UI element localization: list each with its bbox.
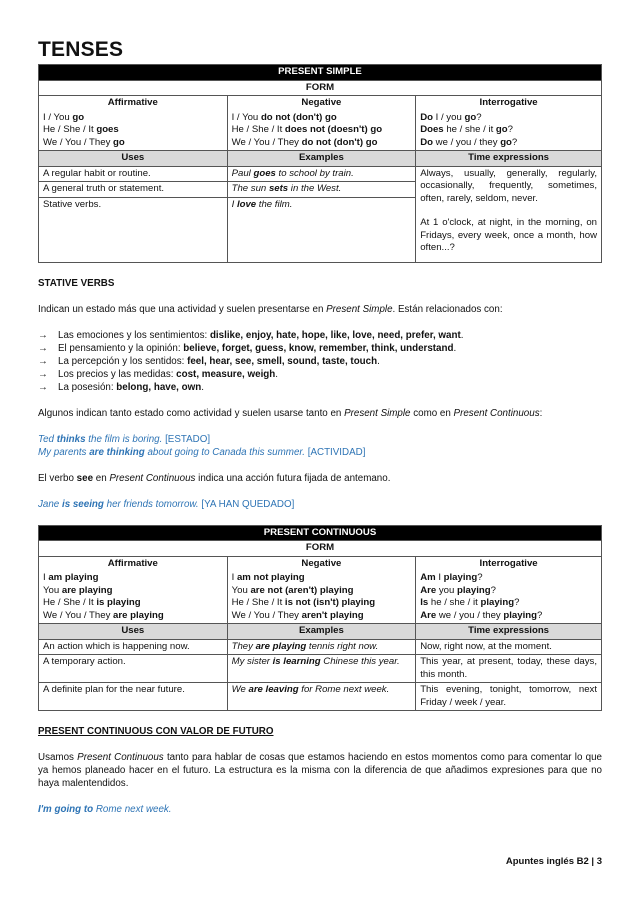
arrow-icon: →	[38, 329, 48, 341]
form-line: Do we / you / they go?	[420, 136, 518, 148]
stative-intro: Indican un estado más que una actividad y suelen presentarse en Present Simple. Están relacionados con:	[38, 303, 503, 315]
time-header: Time expressions	[416, 151, 602, 167]
use-cell: Stative verbs.	[39, 197, 228, 262]
see-note: El verbo see en Present Continuous indica una acción futura fijada de antemano.	[38, 472, 391, 484]
form-heading: FORM	[39, 541, 602, 557]
interrogative-forms	[416, 571, 602, 624]
example-cell: They are playing tennis right now.	[227, 639, 416, 655]
col-affirmative: Affirmative	[39, 96, 228, 111]
form-line: He / She / It does not (doesn't) go	[231, 124, 383, 135]
example-actividad: My parents are thinking about going to Canada this summer. [ACTIVIDAD]	[38, 446, 366, 458]
example-estado: Ted thinks the film is boring. [ESTADO]	[38, 433, 211, 445]
form-line: You are playing	[43, 584, 113, 596]
col-negative: Negative	[227, 96, 416, 111]
page	[38, 38, 602, 816]
list-item: → La posesión: belong, have, own.	[38, 381, 204, 393]
form-line: I am playing	[43, 572, 99, 583]
use-cell: A general truth or statement.	[39, 182, 228, 198]
present-continuous-table	[38, 525, 602, 712]
list-item: → El pensamiento y la opinión: believe, forget, guess, know, remember, think, understand.	[38, 342, 457, 354]
arrow-icon: →	[38, 381, 48, 393]
uses-header: Uses	[39, 624, 228, 640]
time-header: Time expressions	[416, 624, 602, 640]
present-simple-table	[38, 64, 602, 263]
uses-header: Uses	[39, 151, 228, 167]
table-heading: PRESENT SIMPLE	[39, 65, 602, 81]
future-paragraph: Usamos Present Continuous tanto para hablar de cosas que estamos haciendo en estos momentos como para comentar lo que ya hemos planeado hacer en el futuro. La estructura es la misma con la diferencia de que añadimos expresiones para que no haya malentendidos.	[38, 752, 602, 789]
time-cell: Now, right now, at the moment.	[416, 639, 602, 655]
form-line: He / She / It is not (isn't) playing	[231, 597, 376, 608]
form-line: We / You / They are playing	[43, 609, 164, 621]
table-row	[39, 683, 602, 711]
table-row	[39, 639, 602, 655]
col-affirmative: Affirmative	[39, 556, 228, 571]
use-cell: A regular habit or routine.	[39, 166, 228, 182]
future-title: PRESENT CONTINUOUS CON VALOR DE FUTURO	[38, 726, 274, 737]
form-line: He / She / It goes	[43, 124, 119, 135]
time-expressions-cell: Always, usually, generally, regularly, occasionally, frequently, sometimes, often, rarely, seldom, never. At 1 o'clock, at night, in the morning, on Fridays, every week, once a month, how often...?	[416, 166, 602, 262]
list-item: → Los precios y las medidas: cost, measure, weigh.	[38, 368, 278, 380]
page-footer: Apuntes inglés B2 | 3	[505, 856, 602, 867]
form-line: Are we / you / they playing?	[420, 609, 543, 621]
form-line: We / You / They do not (don't) go	[231, 136, 378, 148]
list-item: → Las emociones y los sentimientos: dislike, enjoy, hate, hope, like, love, need, prefer, want.	[38, 329, 464, 341]
page-title: TENSES	[38, 38, 124, 61]
example-cell: Paul goes to school by train.	[227, 166, 416, 182]
list-item: → La percepción y los sentidos: feel, hear, see, smell, sound, taste, touch.	[38, 355, 380, 367]
negative-forms	[227, 571, 416, 624]
form-line: I / You do not (don't) go	[231, 111, 337, 123]
example-cell: We are leaving for Rome next week.	[227, 683, 416, 711]
form-line: We / You / They go	[43, 136, 125, 148]
future-example: I'm going to Rome next week.	[38, 804, 172, 815]
use-cell: An action which is happening now.	[39, 639, 228, 655]
interrogative-forms	[416, 111, 602, 151]
form-heading: FORM	[39, 80, 602, 96]
form-line: We / You / They aren't playing	[231, 609, 364, 621]
stative-list	[38, 329, 602, 394]
form-line: Are you playing?	[420, 584, 496, 596]
example-seeing: Jane is seeing her friends tomorrow. [YA HAN QUEDADO]	[38, 498, 295, 510]
example-cell: My sister is learning Chinese this year.	[227, 655, 416, 683]
example-cell: I love the film.	[227, 197, 416, 262]
col-negative: Negative	[227, 556, 416, 571]
table-heading: PRESENT CONTINUOUS	[39, 525, 602, 541]
arrow-icon: →	[38, 355, 48, 367]
form-line: I / You go	[43, 111, 85, 123]
affirmative-forms	[39, 571, 228, 624]
example-cell: The sun sets in the West.	[227, 182, 416, 198]
table-row	[39, 655, 602, 683]
use-cell: A definite plan for the near future.	[39, 683, 228, 711]
col-interrogative: Interrogative	[416, 96, 602, 111]
stative-title: STATIVE VERBS	[38, 277, 115, 289]
form-line: I am not playing	[231, 572, 305, 583]
form-line: Do I / you go?	[420, 111, 482, 123]
form-line: Does he / she / it go?	[420, 124, 513, 135]
arrow-icon: →	[38, 368, 48, 380]
arrow-icon: →	[38, 342, 48, 354]
time-cell: This evening, tonight, tomorrow, next Friday / week / year.	[416, 683, 602, 711]
examples-header: Examples	[227, 151, 416, 167]
time-cell: This year, at present, today, these days, this month.	[416, 655, 602, 683]
negative-forms	[227, 111, 416, 151]
use-cell: A temporary action.	[39, 655, 228, 683]
examples-header: Examples	[227, 624, 416, 640]
form-line: You are not (aren't) playing	[231, 584, 354, 596]
affirmative-forms	[39, 111, 228, 151]
form-line: He / She / It is playing	[43, 597, 141, 608]
form-line: Am I playing?	[420, 572, 483, 583]
form-line: Is he / she / it playing?	[420, 597, 520, 608]
col-interrogative: Interrogative	[416, 556, 602, 571]
stative-both: Algunos indican tanto estado como actividad y suelen usarse tanto en Present Simple como en Present Continuous:	[38, 407, 543, 419]
